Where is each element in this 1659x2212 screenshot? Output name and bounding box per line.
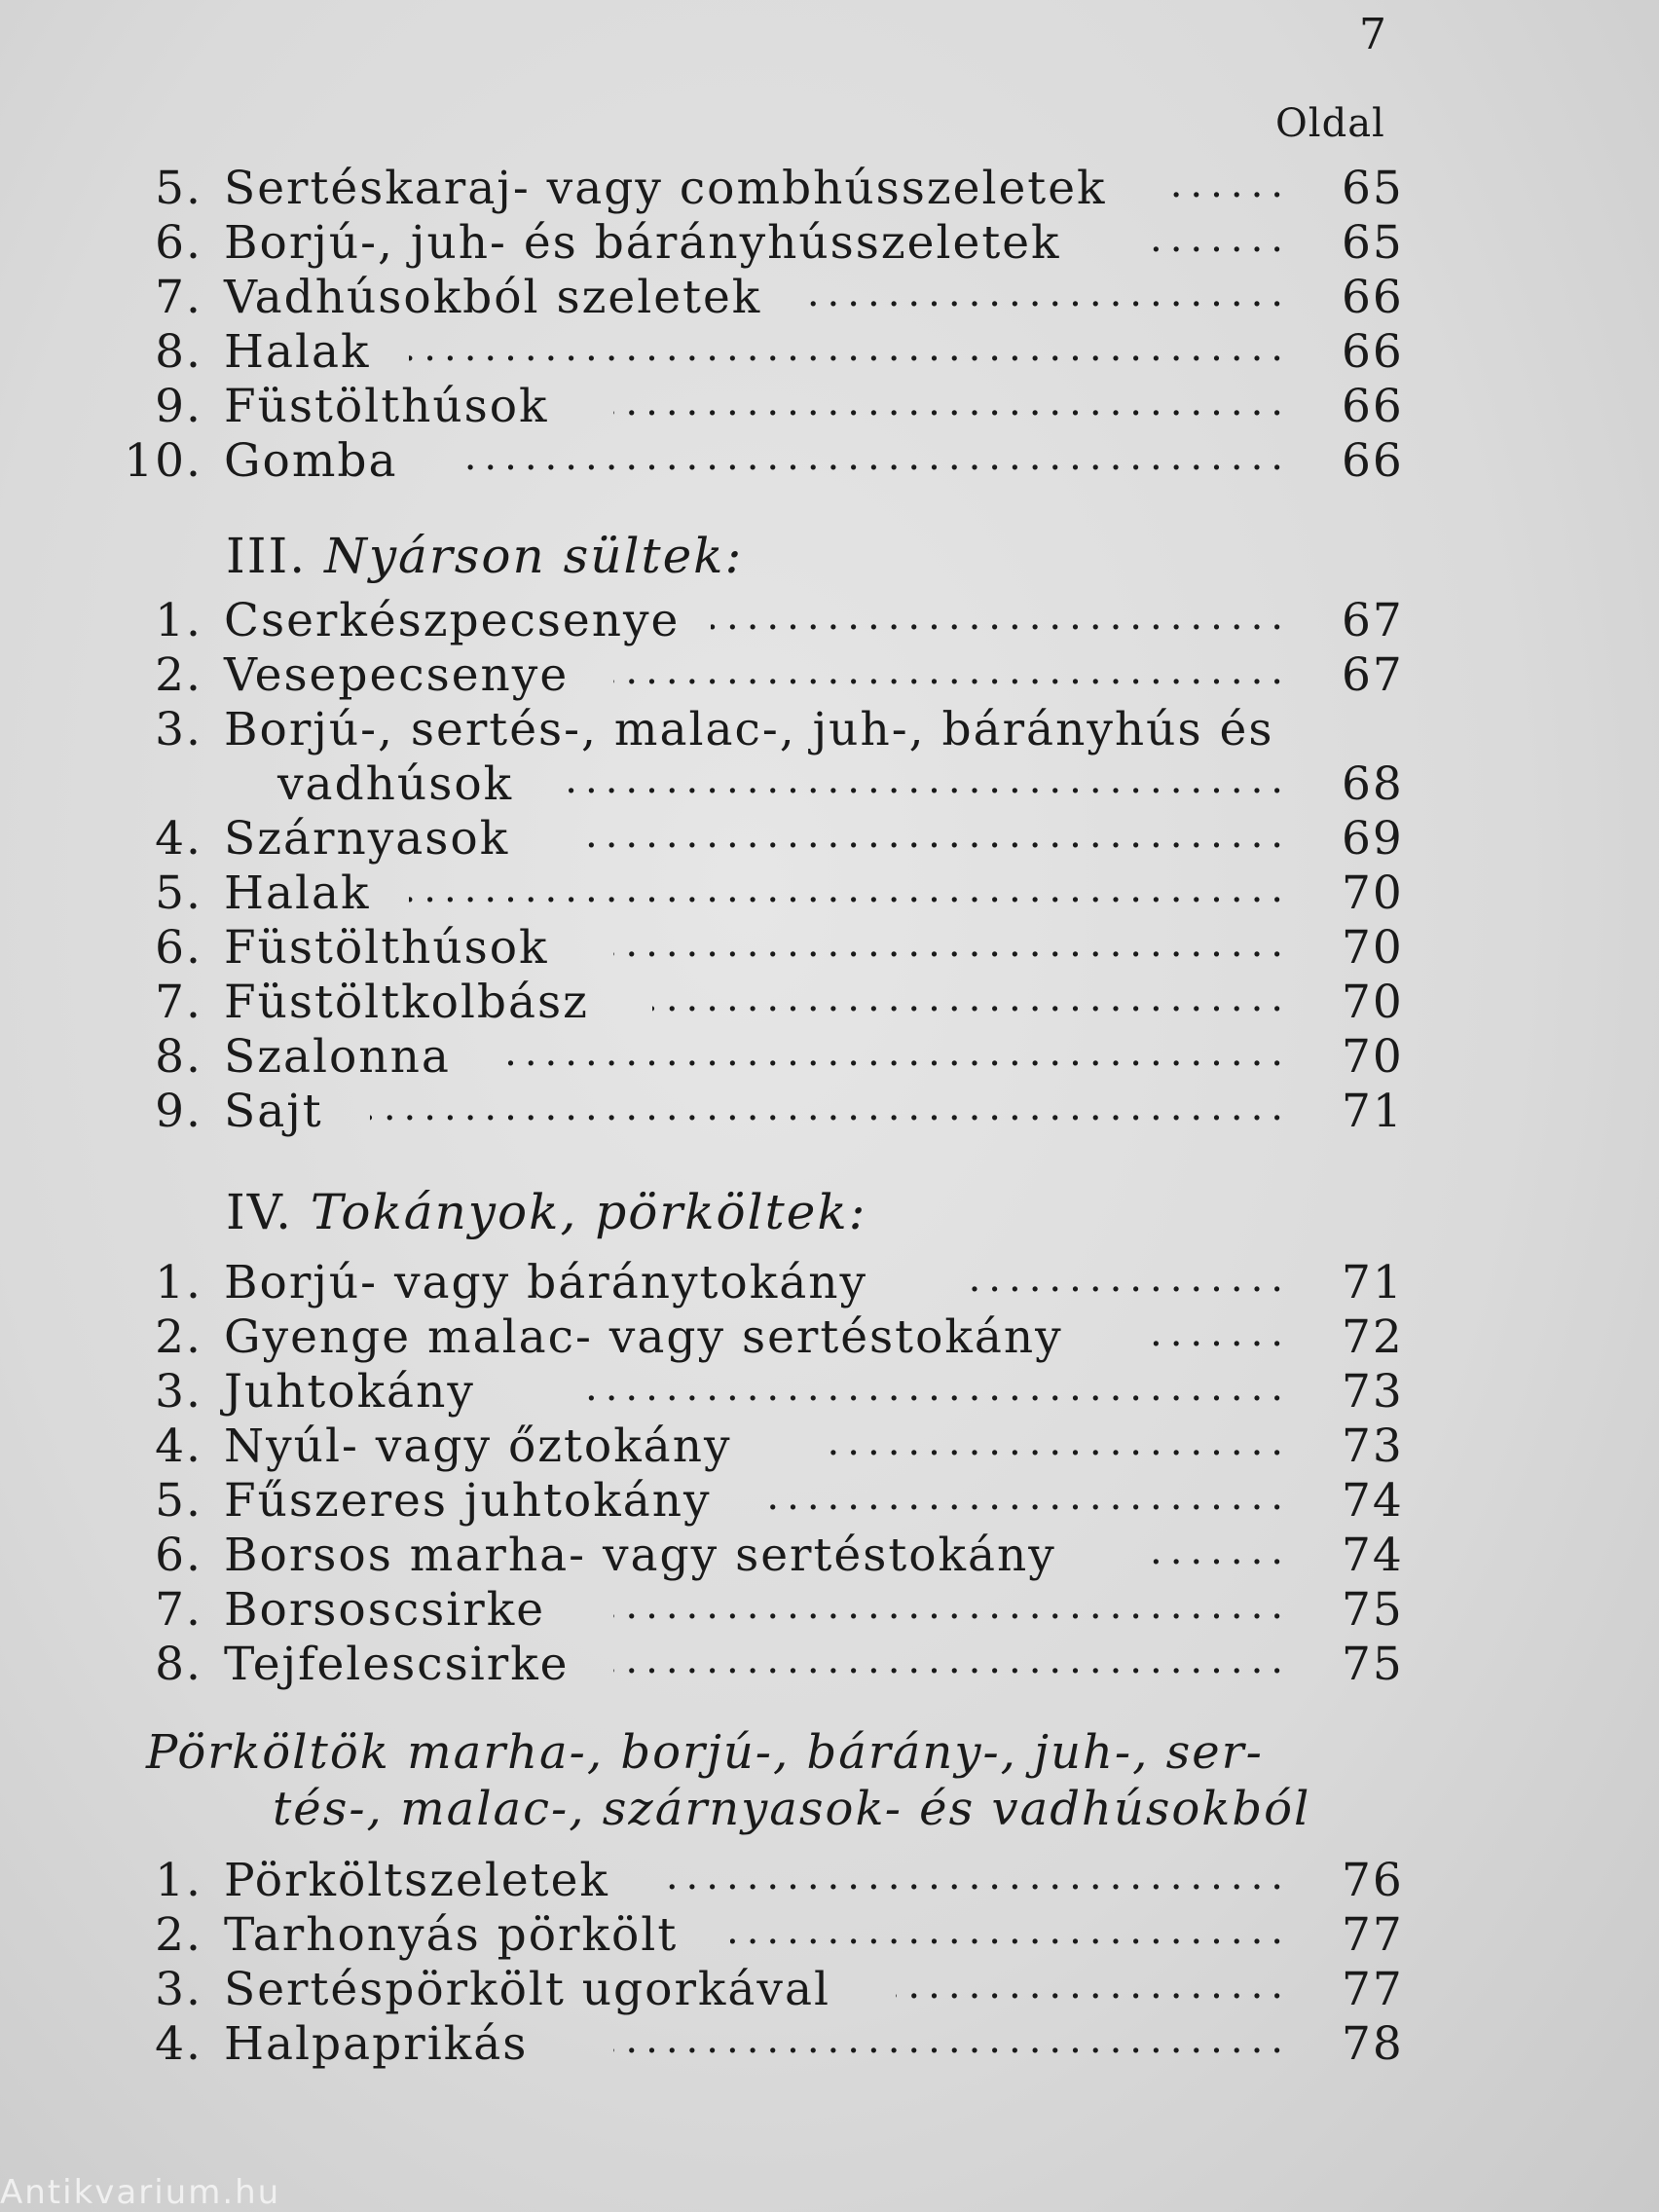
toc-entry [0, 866, 1659, 923]
entry-title: Borsoscsirke [224, 1583, 546, 1637]
entry-title: Halak [224, 325, 371, 379]
section-title: Tokányok, pörköltek: [310, 1184, 867, 1240]
toc-entry [0, 1085, 1659, 1141]
toc-entry [0, 648, 1659, 705]
entry-title: Füstölthúsok [224, 921, 549, 975]
entry-page: 66 [1342, 271, 1404, 324]
dot-leader [613, 1583, 1291, 1640]
toc-entry [0, 434, 1659, 491]
section-number: III. [226, 528, 308, 584]
entry-page: 72 [1342, 1310, 1404, 1364]
subsection-heading-line2: tés-, malac-, szárnyasok- és vadhúsokból [273, 1782, 1311, 1836]
dot-leader [1149, 216, 1291, 273]
page-number: 7 [1359, 10, 1386, 59]
entry-title: Füstöltkolbász [224, 976, 589, 1029]
dot-leader [565, 757, 1291, 814]
entry-number: 7. [155, 1583, 203, 1637]
entry-title: Vesepecsenye [224, 648, 570, 702]
entry-title: Juhtokány [224, 1365, 475, 1419]
entry-number: 10. [124, 434, 203, 488]
entry-number: 6. [155, 921, 203, 975]
entry-page: 74 [1342, 1529, 1404, 1582]
entry-page: 70 [1342, 921, 1404, 975]
toc-entry [0, 1256, 1659, 1312]
entry-page: 77 [1342, 1963, 1404, 2016]
section-heading [226, 528, 743, 584]
watermark: Antikvarium.hu [0, 2173, 281, 2212]
entry-number: 8. [155, 325, 203, 379]
entry-title: Nyúl- vagy őztokány [224, 1419, 732, 1473]
dot-leader [613, 380, 1291, 436]
toc-entry-continuation [0, 757, 1659, 814]
entry-number: 5. [155, 162, 203, 215]
dot-leader [711, 594, 1291, 650]
toc-entry [0, 1854, 1659, 1910]
dot-leader [818, 1419, 1291, 1476]
entry-number: 5. [155, 1474, 203, 1528]
entry-number: 6. [155, 1529, 203, 1582]
toc-entry [0, 976, 1659, 1032]
page-column-header: Oldal [1275, 101, 1385, 146]
section-heading [226, 1184, 866, 1240]
entry-number: 4. [155, 2017, 203, 2071]
entry-title: Vadhúsokból szeletek [224, 271, 762, 324]
entry-number: 7. [155, 976, 203, 1029]
entry-number: 7. [155, 271, 203, 324]
entry-title: Borsos marha- vagy sertéstokány [224, 1529, 1056, 1582]
entry-page: 66 [1342, 325, 1404, 379]
dot-leader [506, 1030, 1291, 1087]
toc-entry [0, 812, 1659, 868]
toc-entry [0, 594, 1659, 650]
toc-entry [0, 380, 1659, 436]
toc-entry [0, 1365, 1659, 1421]
entry-number: 6. [155, 216, 203, 270]
entry-page: 71 [1342, 1256, 1404, 1309]
dot-leader [1149, 1529, 1291, 1585]
entry-title: Tejfelescsirke [224, 1638, 570, 1691]
entry-number: 1. [155, 1854, 203, 1907]
dot-leader [458, 434, 1291, 491]
toc-entry [0, 1908, 1659, 1965]
toc-entry [0, 162, 1659, 218]
entry-number: 3. [155, 1963, 203, 2016]
entry-page: 73 [1342, 1365, 1404, 1419]
entry-page: 66 [1342, 380, 1404, 433]
entry-title: Sertéskaraj- vagy combhússzeletek [224, 162, 1107, 215]
entry-title: Borjú-, sertés-, malac-, juh-, bárányhús és [224, 703, 1274, 756]
entry-page: 70 [1342, 976, 1404, 1029]
subsection-heading-line1: Pörköltök marha-, borjú-, bárány-, juh-, ser- [146, 1725, 1264, 1780]
entry-title: Halak [224, 866, 371, 920]
entry-number: 1. [155, 594, 203, 647]
entry-title: Pörköltszeletek [224, 1854, 609, 1907]
entry-number: 2. [155, 1310, 203, 1364]
entry-page: 75 [1342, 1583, 1404, 1637]
dot-leader [613, 2017, 1291, 2074]
entry-number: 2. [155, 1908, 203, 1962]
toc-entry [0, 1583, 1659, 1640]
dot-leader [769, 1474, 1291, 1530]
entry-page: 76 [1342, 1854, 1404, 1907]
entry-number: 8. [155, 1030, 203, 1084]
entry-number: 1. [155, 1256, 203, 1309]
entry-title: Gyenge malac- vagy sertéstokány [224, 1310, 1063, 1364]
entry-page: 65 [1342, 162, 1404, 215]
entry-page: 71 [1342, 1085, 1404, 1138]
entry-number: 4. [155, 812, 203, 866]
dot-leader [896, 1963, 1291, 2019]
entry-title: Gomba [224, 434, 398, 488]
section-title: Nyárson sültek: [324, 528, 744, 584]
entry-title: Sajt [224, 1085, 323, 1138]
dot-leader [613, 921, 1291, 977]
entry-page: 69 [1342, 812, 1404, 866]
entry-page: 70 [1342, 1030, 1404, 1084]
entry-number: 3. [155, 703, 203, 756]
toc-entry [0, 703, 1659, 759]
entry-number: 8. [155, 1638, 203, 1691]
toc-entry [0, 216, 1659, 273]
toc-entry [0, 921, 1659, 977]
entry-number: 9. [155, 1085, 203, 1138]
dot-leader [370, 1085, 1291, 1141]
dot-leader [409, 866, 1291, 923]
entry-page: 73 [1342, 1419, 1404, 1473]
entry-page: 68 [1342, 757, 1404, 811]
entry-title: Borjú-, juh- és bárányhússzeletek [224, 216, 1061, 270]
dot-leader [1159, 162, 1291, 218]
dot-leader [808, 271, 1291, 327]
dot-leader [409, 325, 1291, 382]
dot-leader [613, 1638, 1291, 1694]
toc-entry [0, 1419, 1659, 1476]
entry-page: 65 [1342, 216, 1404, 270]
entry-title: Szalonna [224, 1030, 451, 1084]
entry-page: 74 [1342, 1474, 1404, 1528]
entry-page: 77 [1342, 1908, 1404, 1962]
dot-leader [964, 1256, 1291, 1312]
dot-leader [662, 1854, 1291, 1910]
toc-entry [0, 1030, 1659, 1087]
dot-leader [1149, 1310, 1291, 1367]
toc-entry [0, 325, 1659, 382]
entry-title: Cserkészpecsenye [224, 594, 681, 647]
entry-page: 78 [1342, 2017, 1404, 2071]
entry-title: Halpaprikás [224, 2017, 529, 2071]
entry-title: Fűszeres juhtokány [224, 1474, 712, 1528]
entry-title: Tarhonyás pörkölt [224, 1908, 679, 1962]
entry-page: 66 [1342, 434, 1404, 488]
entry-page: 67 [1342, 648, 1404, 702]
toc-entry [0, 271, 1659, 327]
entry-title-continuation: vadhúsok [277, 757, 514, 811]
section-number: IV. [226, 1184, 294, 1240]
entry-page: 67 [1342, 594, 1404, 647]
entry-number: 3. [155, 1365, 203, 1419]
entry-title: Füstölthúsok [224, 380, 549, 433]
entry-number: 2. [155, 648, 203, 702]
entry-page: 75 [1342, 1638, 1404, 1691]
entry-number: 5. [155, 866, 203, 920]
toc-entry [0, 2017, 1659, 2074]
dot-leader [574, 812, 1291, 868]
dot-leader [613, 648, 1291, 705]
entry-page: 70 [1342, 866, 1404, 920]
entry-title: Szárnyasok [224, 812, 510, 866]
entry-number: 9. [155, 380, 203, 433]
toc-entry [0, 1474, 1659, 1530]
toc-entry [0, 1310, 1659, 1367]
dot-leader [574, 1365, 1291, 1421]
dot-leader [730, 1908, 1291, 1965]
dot-leader [652, 976, 1291, 1032]
entry-number: 4. [155, 1419, 203, 1473]
entry-title: Borjú- vagy báránytokány [224, 1256, 868, 1309]
entry-title: Sertéspörkölt ugorkával [224, 1963, 831, 2016]
toc-entry [0, 1638, 1659, 1694]
toc-entry [0, 1529, 1659, 1585]
toc-entry [0, 1963, 1659, 2019]
